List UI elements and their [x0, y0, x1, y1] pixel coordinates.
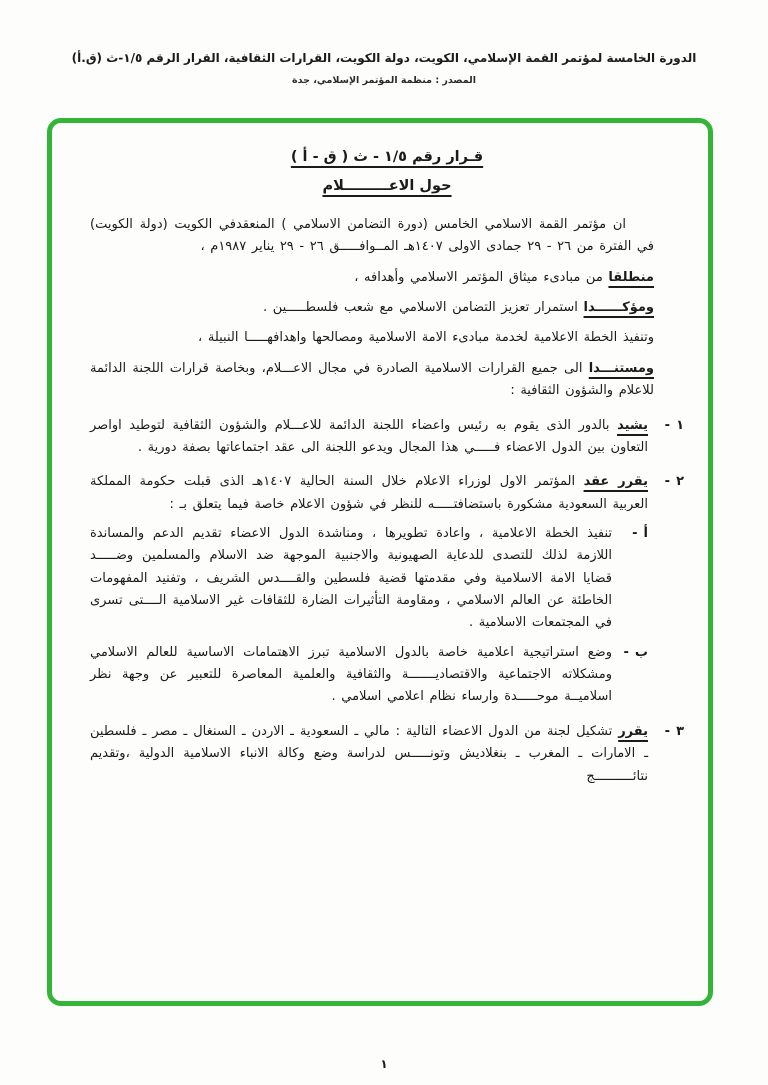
- intro-paragraph: ان مؤتمر القمة الاسلامي الخامس (دورة التضامن الاسلامي ) المنعقدفي الكويت (دولة الكويت) في الفترة من ٢٦ - ٢٩ جمادى الاولى ١٤٠٧هـ المــوافـــــق ٢٦ - ٢٩ يناير ١٩٨٧م ،: [90, 217, 654, 255]
- preamble-clause-4: [90, 358, 654, 403]
- clause-4-text: الى جميع القرارات الاسلامية الصادرة في مجال الاعـــلام، وبخاصة قرارات اللجنة الدائمة للاعلام والشؤون الثقافية :: [90, 360, 654, 399]
- page-footer: [0, 1057, 768, 1071]
- clause-1-lead: منطلقا: [608, 269, 654, 285]
- clause-1-text: من مبادىء ميثاق المؤتمر الاسلامي وأهدافه ،: [354, 269, 609, 285]
- subitem-b-text: وضع استراتيجية اعلامية خاصة بالدول الاسلامية تبرز الاهتمامات الاساسية للعالم الاسلامي ومشكلاته الاجتماعية والاقتصاديـــــــة والثقافية والعلمية المعاصرة للتعبير عن وجهة نظر اسلاميــة موحـــــدة وارساء نظام اعلامي اسلامي .: [90, 644, 612, 705]
- page-number: ١: [380, 1057, 388, 1071]
- resolution-title-text: قـرار رقم ١/٥ - ث ( ق - أ ): [290, 149, 484, 165]
- item-3-text: تشكيل لجنة من الدول الاعضاء التالية : مالي ـ السعودية ـ الاردن ـ السنغال ـ مصر ـ فلسطين ـ الامارات ـ المغرب ـ بنغلاديش وتونـــــس لدراسة وضع وكالة الانباء الاسلامية الدولية ،وتقديم نتائــــــــــج: [90, 723, 648, 784]
- resolution-frame: [47, 118, 713, 1006]
- clause-3-text: وتنفيذ الخطة الاعلامية لخدمة مبادىء الامة الاسلامية ومصالحها واهدافهـــــا النبيلة ،: [198, 330, 654, 346]
- clause-2-lead: ومؤكــــــدا: [583, 300, 654, 316]
- resolution-item-3: [90, 721, 684, 788]
- item-1-number: ١ -: [664, 417, 684, 433]
- item-3-number: ٣ -: [664, 723, 684, 739]
- subitem-a: [90, 523, 648, 635]
- item-1-lead: يشيد: [617, 417, 648, 433]
- item-2-number: ٢ -: [664, 474, 684, 490]
- resolution-subject-text: حول الاعـــــــــلام: [322, 178, 452, 194]
- subitem-a-text: تنفيذ الخطة الاعلامية ، واعادة تطويرها ، ومناشدة الدول الاعضاء تقديم الدعم والمساندة اللازمة لذلك للتصدى للدعاية الصهيونية والاجنبية الموجهة ضد الاسلام والمسلمين وضـــــد قضايا الامة الاسلامية وفي مقدمتها قضية فلسطين والقــــدس الشريف ، وتفنيد المفهومات الخاطئة عن العالم الاسلامي ، ومقاومة التأثيرات الضارة للثقافات غير الاسلامية الــــتى تسرى في المجتمعات الاسلامية .: [90, 525, 612, 631]
- clause-4-lead: ومستنـــدا: [588, 360, 654, 376]
- item-3-lead: يقرر: [618, 723, 648, 739]
- subitem-b: [90, 642, 648, 709]
- preamble-clause-1: [90, 267, 654, 289]
- resolution-item-1: [90, 415, 684, 460]
- preamble-clause-2: [90, 297, 654, 319]
- resolution-subject: [90, 178, 684, 194]
- resolution-title: [90, 149, 684, 165]
- header-citation: الدورة الخامسة لمؤتمر القمة الإسلامي، الكويت، دولة الكويت، القرارات الثقافية، القرار الرقم ١/٥-ث (ق.أ): [71, 51, 697, 65]
- item-2-text: المؤتمر الاول لوزراء الاعلام خلال السنة الحالية ١٤٠٧هـ الذى قبلت حكومة المملكة العربية السعودية مشكورة باستضافتـــــه للنظر في شؤون الاعلام خاصة فيما يتعلق بـ :: [90, 474, 648, 512]
- resolution-item-2: [90, 471, 684, 709]
- preamble-clause-3: [90, 327, 654, 349]
- document-header: [28, 50, 740, 86]
- item-1-text: بالدور الذى يقوم به رئيس واعضاء اللجنة الدائمة للاعـــلام والشؤون الثقافية لتوطيد اواصر التعاون بين الدول الاعضاء فـــــي هذا المجال ويدعو اللجنة الى عقد اجتماعاتها بصفة دورية .: [90, 417, 648, 455]
- subitem-b-marker: ب -: [623, 644, 648, 660]
- header-source: المصدر : منظمة المؤتمر الإسلامي، جدة: [292, 74, 476, 86]
- subitem-a-marker: أ -: [632, 525, 648, 541]
- item-2-lead: يقرر عقد: [583, 474, 648, 490]
- clause-2-text: استمرار تعزيز التضامن الاسلامي مع شعب فلسطـــــين .: [262, 300, 584, 316]
